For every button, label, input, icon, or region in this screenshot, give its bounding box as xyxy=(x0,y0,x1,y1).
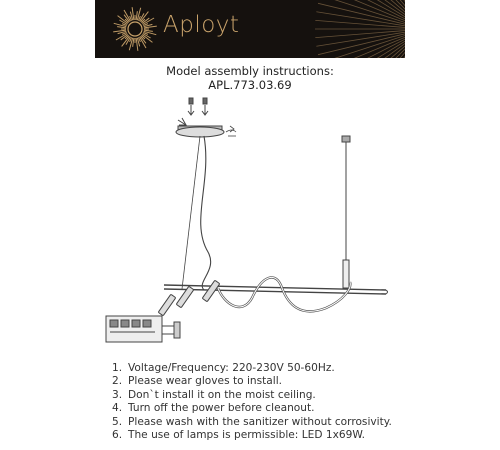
sunburst-icon xyxy=(95,0,405,58)
list-item: 1. Voltage/Frequency: 220-230V 50-60Hz. xyxy=(112,362,335,374)
model-number: APL.773.03.69 xyxy=(208,78,292,92)
brand-banner xyxy=(95,0,405,58)
list-item: 5. Please wash with the sanitizer without corrosivity. xyxy=(112,415,392,428)
document-title: Model assembly instructions: xyxy=(166,64,334,78)
list-item: 2. Please wear gloves to install. xyxy=(112,375,283,388)
list-item: 4. Turn off the power before cleanout. xyxy=(112,402,315,415)
terminal-block-icon xyxy=(106,316,180,342)
instruction-list xyxy=(112,362,392,442)
mounting-screws-icon xyxy=(178,98,208,125)
list-item: 3. Don`t install it on the moist ceiling. xyxy=(112,388,316,401)
list-item: 6. The use of lamps is permissible: LED 1x69W. xyxy=(112,429,365,442)
brand-name: Aployt xyxy=(163,12,240,38)
light-bar-icon xyxy=(164,285,388,294)
pendant-lamp-diagram-icon xyxy=(100,92,400,352)
ceiling-canopy-icon xyxy=(176,126,236,137)
